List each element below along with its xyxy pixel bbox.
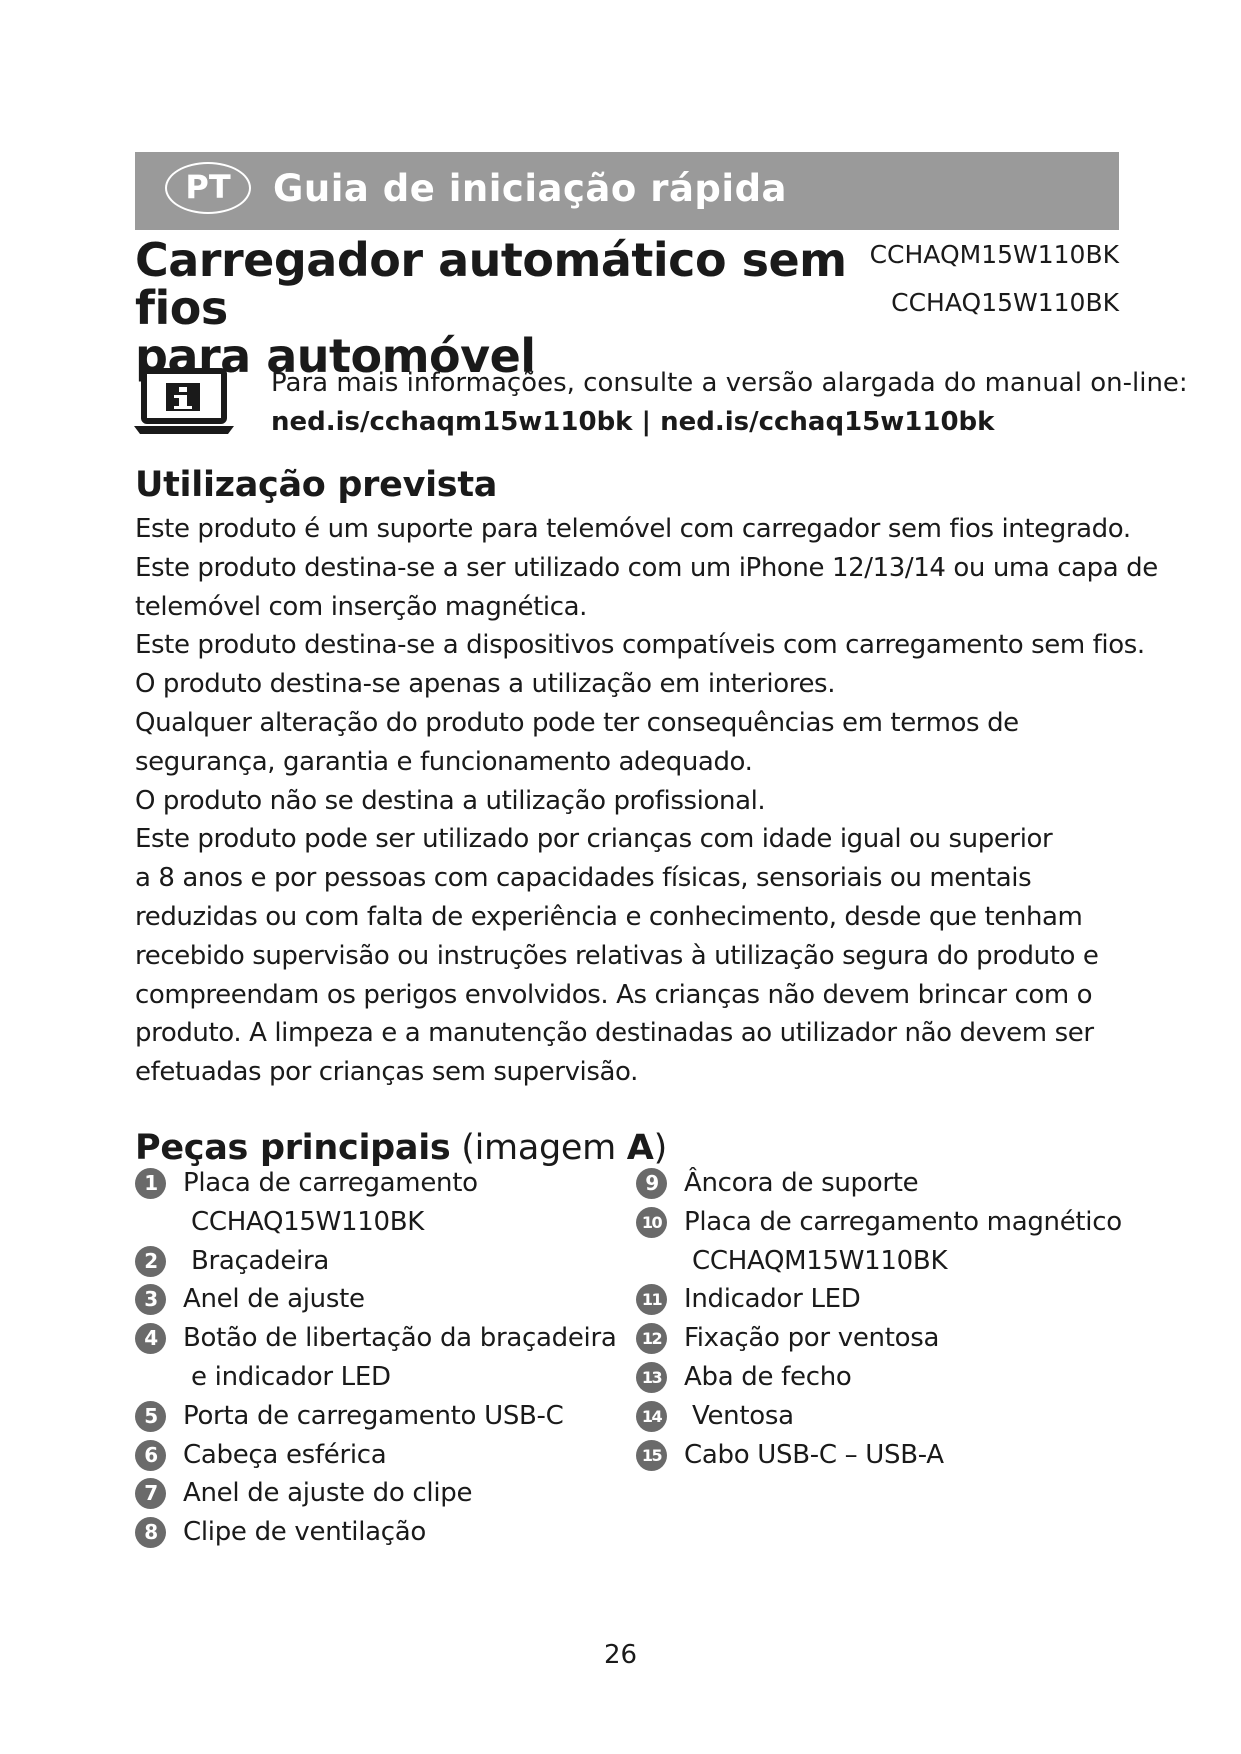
intended-use-text [135, 510, 1158, 1092]
part-label: Indicador LED [684, 1284, 861, 1315]
part-number-badge: 8 [135, 1517, 166, 1548]
model-number-2: CCHAQ15W110BK [891, 288, 1119, 317]
main-parts-heading-ref: A [626, 1128, 654, 1168]
part-label-continuation: CCHAQ15W110BK [191, 1206, 425, 1237]
part-number-badge: 15 [636, 1440, 667, 1471]
part-number-badge: 14 [636, 1401, 667, 1432]
info-text: Para mais informações, consulte a versão alargada do manual on-line: [271, 368, 1188, 398]
part-number-badge: 1 [135, 1168, 166, 1199]
page-number: 26 [603, 1640, 638, 1670]
info-block [271, 364, 1188, 442]
product-title-line-2: para automóvel [135, 329, 536, 383]
product-title [135, 233, 855, 383]
part-label: Botão de libertação da braçadeira [183, 1323, 617, 1354]
part-label: Aba de fecho [684, 1361, 852, 1392]
main-parts-heading-ref-close: ) [653, 1128, 667, 1168]
part-label: Anel de ajuste [183, 1284, 365, 1315]
part-number-badge: 11 [636, 1284, 667, 1315]
paragraph-line: reduzidas ou com falta de experiência e conhecimento, desde que tenham [135, 901, 1083, 932]
paragraph-line: Este produto destina-se a dispositivos compatíveis com carregamento sem fios. [135, 630, 1145, 661]
part-number-badge: 5 [135, 1401, 166, 1432]
paragraph-line: efetuadas por crianças sem supervisão. [135, 1057, 638, 1088]
guide-title: Guia de iniciação rápida [273, 167, 788, 210]
part-number-badge: 13 [636, 1362, 667, 1393]
paragraph-line: O produto destina-se apenas a utilização em interiores. [135, 669, 836, 700]
part-number-badge: 2 [135, 1246, 166, 1277]
part-label-continuation: e indicador LED [191, 1361, 391, 1392]
product-title-line-1: Carregador automático sem fios [135, 233, 847, 335]
part-number-badge: 12 [636, 1323, 667, 1354]
paragraph-line: Este produto destina-se a ser utilizado com um iPhone 12/13/14 ou uma capa de [135, 552, 1158, 583]
part-number-badge: 7 [135, 1478, 166, 1509]
paragraph-line: Este produto pode ser utilizado por crianças com idade igual ou superior [135, 824, 1053, 855]
language-badge: PT [165, 162, 251, 214]
part-label: Porta de carregamento USB-C [183, 1400, 564, 1431]
intended-use-heading: Utilização prevista [135, 465, 498, 505]
main-parts-heading [135, 1128, 667, 1168]
paragraph-line: O produto não se destina a utilização profissional. [135, 785, 766, 816]
laptop-info-icon [134, 368, 234, 436]
part-label: Cabeça esférica [183, 1439, 387, 1470]
paragraph-line: Qualquer alteração do produto pode ter consequências em termos de [135, 707, 1019, 738]
part-label: Âncora de suporte [684, 1168, 919, 1198]
part-label: Clipe de ventilação [183, 1517, 427, 1548]
part-label: Cabo USB-C – USB-A [684, 1439, 944, 1470]
part-number-badge: 6 [135, 1440, 166, 1471]
manual-links[interactable]: ned.is/cchaqm15w110bk | ned.is/cchaq15w110bk [271, 407, 995, 437]
model-number-1: CCHAQM15W110BK [869, 240, 1119, 269]
part-label-continuation: CCHAQM15W110BK [692, 1245, 948, 1276]
part-label: Placa de carregamento [183, 1168, 478, 1198]
paragraph-line: telemóvel com inserção magnética. [135, 591, 588, 622]
part-number-badge: 3 [135, 1284, 166, 1315]
paragraph-line: a 8 anos e por pessoas com capacidades físicas, sensoriais ou mentais [135, 863, 1032, 894]
paragraph-line: produto. A limpeza e a manutenção destinadas ao utilizador não devem ser [135, 1018, 1094, 1049]
part-label: Ventosa [692, 1400, 794, 1431]
part-label: Anel de ajuste do clipe [183, 1478, 473, 1509]
part-label: Placa de carregamento magnético [684, 1206, 1122, 1237]
part-label: Fixação por ventosa [684, 1323, 940, 1354]
paragraph-line: recebido supervisão ou instruções relativas à utilização segura do produto e [135, 940, 1099, 971]
main-parts-heading-ref-open: (imagem [450, 1128, 627, 1168]
part-number-badge: 9 [636, 1168, 667, 1199]
paragraph-line: segurança, garantia e funcionamento adequado. [135, 746, 753, 777]
header-banner [135, 152, 1119, 230]
part-number-badge: 10 [636, 1207, 667, 1238]
part-label: Braçadeira [191, 1245, 330, 1276]
paragraph-line: compreendam os perigos envolvidos. As crianças não devem brincar com o [135, 979, 1093, 1010]
paragraph-line: Este produto é um suporte para telemóvel com carregador sem fios integrado. [135, 514, 1131, 544]
part-number-badge: 4 [135, 1323, 166, 1354]
main-parts-heading-bold: Peças principais [135, 1128, 451, 1168]
